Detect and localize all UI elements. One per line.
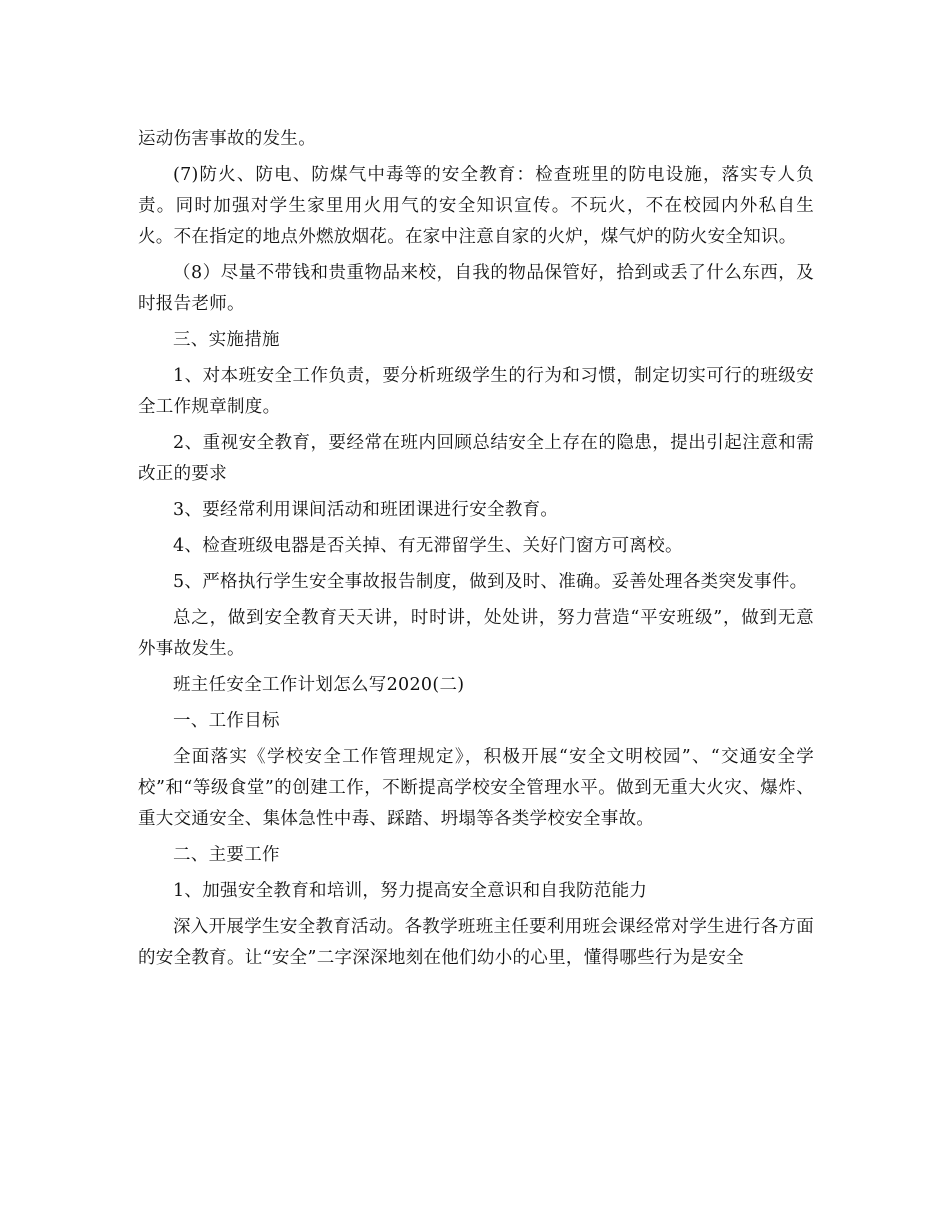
paragraph: 4、检查班级电器是否关掉、有无滞留学生、关好门窗方可离校。	[173, 536, 683, 556]
paragraph: 1、对本班安全工作负责，要分析班级学生的行为和习惯，制定切实可行的班级安全工作规章制度。	[138, 366, 814, 417]
section-heading: 二、主要工作	[173, 845, 280, 865]
paragraph: 5、严格执行学生安全事故报告制度，做到及时、准确。妥善处理各类突发事件。	[173, 572, 808, 592]
paragraph: 全面落实《学校安全工作管理规定》，积极开展“安全文明校园”、“交通安全学校”和“等级食堂”的创建工作，不断提高学校安全管理水平。做到无重大火灾、爆炸、重大交通安全、集体急性中毒、踩踏、坍塌等各类学校安全事故。	[138, 747, 814, 829]
paragraph: 总之，做到安全教育天天讲，时时讲，处处讲，努力营造“平安班级”，做到无意外事故发生。	[138, 608, 814, 659]
paragraph: 2、重视安全教育，要经常在班内回顾总结安全上存在的隐患，提出引起注意和需改正的要求	[138, 433, 814, 484]
document-title: 班主任安全工作计划怎么写2020(二)	[173, 675, 465, 695]
document-body	[138, 124, 814, 979]
paragraph: 3、要经常利用课间活动和班团课进行安全教育。	[173, 500, 559, 520]
paragraph: （8）尽量不带钱和贵重物品来校，自我的物品保管好，拾到或丢了什么东西，及时报告老师。	[138, 263, 814, 314]
paragraph: 运动伤害事故的发生。	[138, 129, 316, 149]
section-heading: 一、工作目标	[173, 711, 280, 731]
paragraph: 深入开展学生安全教育活动。各教学班班主任要利用班会课经常对学生进行各方面的安全教育。让“安全”二字深深地刻在他们幼小的心里，懂得哪些行为是安全	[138, 917, 814, 968]
section-heading: 三、实施措施	[173, 330, 280, 350]
paragraph: (7)防火、防电、防煤气中毒等的安全教育：检查班里的防电设施，落实专人负责。同时加强对学生家里用火用气的安全知识宣传。不玩火，不在校园内外私自生火。不在指定的地点外燃放烟花。在家中注意自家的火炉，煤气炉的防火安全知识。	[138, 165, 814, 247]
subsection-heading: 1、加强安全教育和培训，努力提高安全意识和自我防范能力	[173, 881, 648, 901]
